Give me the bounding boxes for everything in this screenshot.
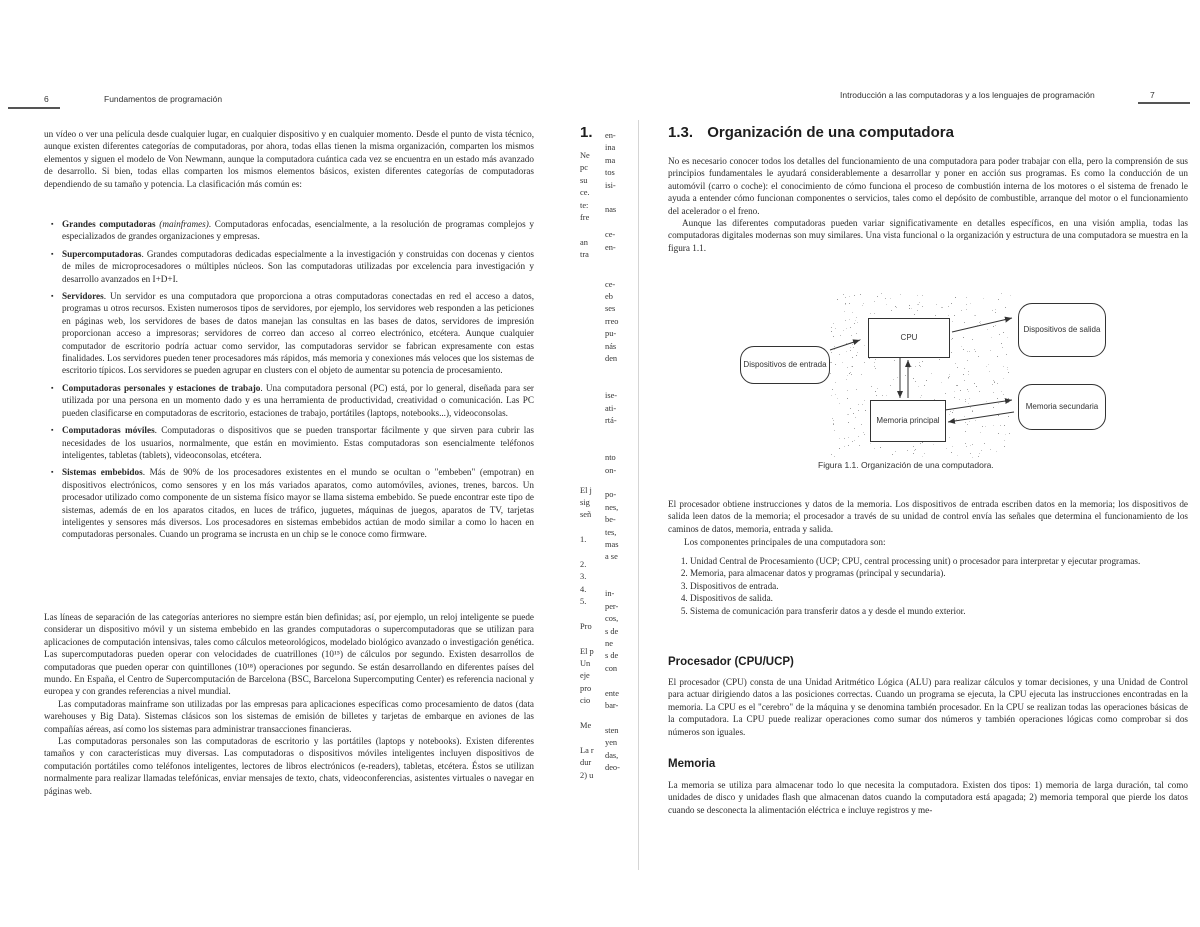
right-processor-paragraph: El procesador obtiene instrucciones y datos de la memoria. Los dispositivos de entrada escriben datos en la memoria; los dispositivos de salida leen datos de la memoria; el procesador a través de su unidad de control envía las señales que determina el funcionamiento de los caminos de datos, memoria, entrada y salida. [668, 499, 1188, 534]
gutter-fragment: das, [605, 750, 619, 760]
input-devices-box: Dispositivos de entrada [740, 346, 830, 384]
main-memory-box: Memoria principal [870, 400, 946, 442]
gutter-fragment: tes, [605, 527, 617, 537]
gutter-fragment: 2) u [580, 770, 594, 780]
category-item [62, 218, 534, 243]
gutter-fragment: s de [605, 651, 619, 661]
gutter-column-b [605, 130, 635, 774]
gutter-fragment: mas [605, 539, 619, 549]
gutter-fragment: pc [580, 163, 588, 173]
gutter-fragment: Ne [580, 151, 590, 160]
right-page-number: 7 [1150, 90, 1155, 100]
left-page-rule [8, 107, 60, 109]
category-term: Computadoras móviles [62, 425, 155, 436]
gutter-fragment: nás [605, 341, 617, 351]
gutter-fragment [605, 675, 635, 687]
gutter-fragment: ise- [605, 391, 618, 401]
category-item [62, 424, 534, 461]
gutter-fragment: 1. [580, 535, 587, 545]
gutter-fragment: pu- [605, 329, 617, 339]
gutter-fragment: tos [605, 168, 615, 178]
category-description: . Computadoras enfocadas, esencialmente, a la resolución de programas complejos y especializados de grandes organizaciones y empresas. [62, 219, 534, 242]
gutter-fragment: nes, [605, 502, 619, 512]
gutter-fragment [605, 427, 635, 439]
gutter-fragment: tra [580, 250, 589, 260]
component-item: 1. Unidad Central de Procesamiento (UCP; CPU, central processing unit) o procesador para interpretar y ejecutar programas. [690, 555, 1188, 567]
gutter-fragment: El j [580, 485, 592, 495]
category-term: Computadoras personales y estaciones de trabajo [62, 382, 261, 393]
computer-organization-figure [720, 288, 1120, 458]
gutter-fragment [605, 217, 635, 229]
gutter-fragment: ente [605, 688, 619, 698]
gutter-fragment: ma [605, 155, 616, 165]
gutter-fragment: ce- [605, 230, 616, 240]
right-page-rule [1138, 102, 1190, 104]
gutter-fragment: 3. [580, 572, 587, 582]
arrow-cpu-to-output [952, 318, 1012, 332]
gutter-fragment: s de [605, 626, 619, 636]
gutter-fragment: eb [605, 292, 613, 302]
right-intro-paragraphs [668, 155, 1188, 254]
category-item [62, 290, 534, 377]
left-running-header: Fundamentos de programación [104, 94, 223, 104]
left-intro-paragraph: un vídeo o ver una película desde cualquier lugar, en cualquier dispositivo y en cualquier momento. Desde el punto de vista técnico, aunque existen diferentes categorías de computadoras, por ahora, todas ellas tienen la misma organización, comparten los mismos elementos y siguen el modelo de Von Newmann, aunque la computadora cuántica cada vez se encuentra en un estado más avanzado de desarrollo. Si bien, todas ellas comparten los mismos elementos básicos, existen diferentes categorías de computadoras dependiendo de su tamaño y potencia. La clasificación más común es: [44, 129, 534, 189]
gutter-fragment: cos, [605, 614, 619, 624]
gutter-fragment: en- [605, 131, 616, 140]
right-running-header: Introducción a las computadoras y a los lenguajes de programación [840, 90, 1095, 100]
gutter-fragment: ce. [580, 188, 590, 198]
gutter-fragment: rreo [605, 316, 619, 326]
gutter-fragment [605, 712, 635, 724]
gutter-fragment: Un [580, 659, 591, 669]
gutter-fragment: ce- [605, 279, 616, 289]
processor-subheading: Procesador (CPU/UCP) [668, 656, 794, 668]
cpu-box: CPU [868, 318, 950, 358]
component-item: 4. Dispositivos de salida. [690, 592, 1188, 604]
gutter-fragment: yen [605, 738, 618, 748]
right-paragraph-1: No es necesario conocer todos los detalles del funcionamiento de una computadora para poder trabajar con ella, pero la comprensión de sus principios fundamentales le ayudará considerablemente a desarrollar y poner en acción sus programas. Es como la conducción de un automóvil (carro o coche): el conocimiento de cómo funciona el proceso de combustión interna de los motores o el sistema de frenado le ayuda a entender cómo funcionan componentes o servicios, tales como el depósito de combustible, arranque del motor o el funcionamiento del acelerador o el freno. [668, 156, 1188, 216]
figure-caption: Figura 1.1. Organización de una computadora. [818, 460, 994, 470]
gutter-fragment: isi- [605, 180, 616, 190]
gutter-fragment: ses [605, 304, 616, 314]
left-paragraph-2: Las computadoras mainframe son utilizadas por las empresas para aplicaciones específicas como procesamiento de datos (data warehouses y Big Data). Sistemas clásicos son los sistemas de emisión de billetes y tarjetas de embarque en aviones de las compañías aéreas, así como los sistemas para administrar transacciones financieras. [44, 698, 534, 734]
processor-text: El procesador (CPU) consta de una Unidad Aritmético Lógica (ALU) para realizar cálculos y tomar decisiones, y una Unidad de Control para actuar dirigiendo datos a las posiciones correctas. Cuando un programa se ejecuta, la CPU ejecuta las instrucciones encontradas en la memoria. La CPU es el "cerebro" de la máquina y se denomina también procesador. En la CPU se realizan todas las operaciones básicas de la computadora. La CPU puede realizar operaciones como sumar dos números y también operaciones lógicas como comprobar si dos números son iguales. [668, 677, 1188, 737]
gutter-fragment: ati- [605, 403, 617, 413]
section-number: 1.3. [668, 124, 694, 141]
section-heading [668, 124, 954, 141]
arrow-memory-to-secondary [945, 400, 1012, 410]
gutter-fragment: a se [605, 552, 618, 562]
output-devices-box: Dispositivos de salida [1018, 303, 1106, 357]
gutter-section-fragment: 1. [580, 124, 593, 141]
gutter-fragment: El p [580, 646, 594, 656]
category-description: . Computadoras o dispositivos que se pueden transportar fácilmente y que sirven para cubrir las necesidades de los usuarios, normalmente, que están en movimiento. Estas computadoras son esencialmente teléfonos inteligentes, tabletas (tablets), videoconsolas, etcétera. [62, 425, 534, 460]
gutter-fragment: su [580, 175, 588, 185]
gutter-fragment: ne [605, 639, 613, 649]
category-term: Servidores [62, 291, 104, 302]
left-paragraph-3: Las computadoras personales son las computadoras de escritorio y las portátiles (laptops y notebooks). Existen diferentes tamaños y con características muy diversas. Las computadoras o dispositivos móviles inteligentes incluyen dispositivos de computación portátiles como teléfonos inteligentes, lectores de libros electrónicos (e-readers), tabletas, etcétera. Éstos se utilizan normalmente para realizar llamadas telefónicas, enviar mensajes de texto, chats, videoconferencias, asistentes virtuales o navegar en páginas web. [44, 736, 534, 796]
gutter-fragment [605, 254, 635, 266]
gutter-fragment [605, 440, 635, 452]
gutter-fragment: pro [580, 683, 592, 693]
gutter-fragment: en- [605, 242, 616, 252]
left-page-number: 6 [44, 94, 49, 104]
arrow-secondary-to-memory [948, 412, 1014, 422]
gutter-fragment: ina [605, 143, 616, 153]
section-title: Organización de una computadora [707, 124, 954, 141]
component-item: 2. Memoria, para almacenar datos y programas (principal y secundaria). [690, 567, 1188, 579]
category-item [62, 466, 534, 540]
memory-text: La memoria se utiliza para almacenar todo lo que necesita la computadora. Existen dos tipos: 1) memoria de larga duración, tal como unidades de disco y unidades flash que almacenan datos cuando la computadora está apagada; 2) memoria temporal que pierde los datos cuando se desconecta la alimentación eléctrica e incluye registros y me- [668, 780, 1188, 815]
gutter-fragment: on- [605, 465, 617, 475]
gutter-fragment: an [580, 237, 588, 247]
gutter-fragment: Pro [580, 621, 592, 631]
category-description: . Un servidor es una computadora que proporciona a otras computadoras conectadas en red el acceso a datos, programas u otros recursos. Existen numerosos tipos de servidores, por ejemplo, los servidores web responden a las peticiones en páginas web, los servidores de bases de datos manejan las consultas en las bases de datos, servidores de impresión proporcionan acceso a impresoras; servidores de correo dan acceso al correo electrónico, etcétera. Aunque cualquier computador de escritorio podría actuar como servidor, las computadoras servidor se fabrican expresamente con estas finalidades. Los servidores pueden tener procesadores más rápidos, más memoria y conexiones más veloces que los sistemas de escritorio típicos. Los servidores se pueden agrupar en clusters con el objeto de aumentar su potencia de procesamiento. [62, 291, 534, 376]
gutter-fragment: be- [605, 515, 616, 525]
gutter-fragment: dur [580, 758, 592, 768]
gutter-fragment: po- [605, 490, 617, 500]
gutter-fragment: sig [580, 497, 590, 507]
gutter-fragment: cio [580, 696, 591, 706]
gutter-fragment: per- [605, 601, 619, 611]
gutter-fragment [605, 576, 635, 588]
left-paragraph-1: Las líneas de separación de las categorías anteriores no siempre están bien definidas; así, por ejemplo, un reloj inteligente se puede considerar un dispositivo móvil y un sistema embebido en las grandes computadoras o supercomputadoras que se utilizan para aplicaciones de computación intensivas, tales como cálculos meteorológicos, modelado biológico avanzado o investigación genética. Las supercomputadoras pueden operar con velocidades de cuatrillones (10¹⁵) de cálculos por segundo. Existen desarrollos de computadoras que pueden operar con quintillones (10¹⁸) operaciones por segundo. Se están desarrollando en diferentes países del mundo. En España, el Centro de Supercomputación de Barcelona (BSC, Barcelona Supercomputing Center) es referencia nacional y europea y con grandes referencias a nivel mundial. [44, 612, 534, 697]
component-item: 3. Dispositivos de entrada. [690, 580, 1188, 592]
components-intro: Los componentes principales de una computadora son: [684, 537, 886, 547]
gutter-fragment [605, 266, 635, 278]
right-paragraph-2: Aunque las diferentes computadoras pueden variar significativamente en detalles específicos, en una visión amplia, todas las computadoras digitales modernas son muy similares. Una vista funcional o la organización y estructura de una computadora se muestra en la figura 1.1. [668, 218, 1188, 253]
gutter-fragment: fre [580, 212, 590, 222]
gutter-fragment: La r [580, 745, 594, 755]
computer-categories-list [44, 218, 534, 546]
gutter-fragment: nas [605, 205, 617, 215]
gutter-fragment: eje [580, 671, 590, 681]
category-term: Grandes computadoras [62, 219, 156, 229]
gutter-fragment: deo- [605, 762, 620, 772]
arrow-input-to-cpu [830, 340, 860, 350]
secondary-memory-box: Memoria secundaria [1018, 384, 1106, 430]
gutter-fragment: 4. [580, 584, 587, 594]
category-description: . Una computadora personal (PC) está, por lo general, diseñada para ser utilizada por una persona en un momento dado y es una herramienta de productividad, creatividad o comunicación. Las PC pueden clasificarse en computadoras de escritorio, estaciones de trabajo, portátiles (laptops, notebooks...), videoconsolas. [62, 382, 534, 418]
gutter-fragment: rtá- [605, 415, 617, 425]
gutter-fragment: 5. [580, 597, 587, 607]
gutter-fragment [605, 365, 635, 377]
gutter-fragment [605, 477, 635, 489]
category-term: Sistemas embebidos [62, 467, 143, 478]
component-item: 5. Sistema de comunicación para transferir datos a y desde el mundo exterior. [690, 605, 1188, 617]
gutter-fragment: con [605, 663, 618, 673]
category-item [62, 248, 534, 285]
gutter-fragment [605, 192, 635, 204]
gutter-fragment: in- [605, 589, 615, 599]
category-description: . Más de 90% de los procesadores existentes en el mundo se ocultan o "embeben" (empotran) en dispositivos electrónicos, como sensores y en los más variados aparatos, como automóviles, aviones, trenes, barcos. Un procesador utilizado como componente de un sistema físico mayor se llama sistema embebido. Se puede encontrar este tipo de sistemas, además de en los aparatos citados, en luces de tráfico, juguetes, máquinas de juegos, aparatos de TV, tarjetas inteligentes y sensores más diversos. Los procesadores en sistemas embebidos actúan de modo similar a como lo hacen en computadoras personales. Cuando un programa se incrusta en un chip se le conoce como firmware. [62, 467, 534, 540]
gutter-fragment: te: [580, 200, 589, 210]
components-list [668, 555, 1188, 617]
category-term: Supercomputadoras [62, 248, 142, 259]
gutter-fragment: señ [580, 510, 592, 520]
gutter-fragment: Me [580, 720, 592, 730]
category-note: (mainframes) [159, 219, 209, 229]
gutter-fragment: bar- [605, 700, 619, 710]
memory-subheading: Memoria [668, 758, 716, 770]
category-item [62, 382, 534, 419]
left-closing-paragraphs [44, 611, 534, 797]
gutter-fragment [605, 564, 635, 576]
gutter-fragment: den [605, 354, 618, 364]
gutter-fragment [605, 378, 635, 390]
gutter-fragment: 2. [580, 559, 587, 569]
gutter-fragment: nto [605, 453, 616, 463]
gutter-fragment: sten [605, 725, 619, 735]
gutter-shadow [638, 120, 639, 870]
category-description: . Grandes computadoras dedicadas especialmente a la investigación y construidas con docenas y cientos de miles de microprocesadores o múltiples núcleos. Son las computadoras utilizadas por excelencia para investigación y desarrollo avanzados en I+D+I. [62, 248, 534, 284]
